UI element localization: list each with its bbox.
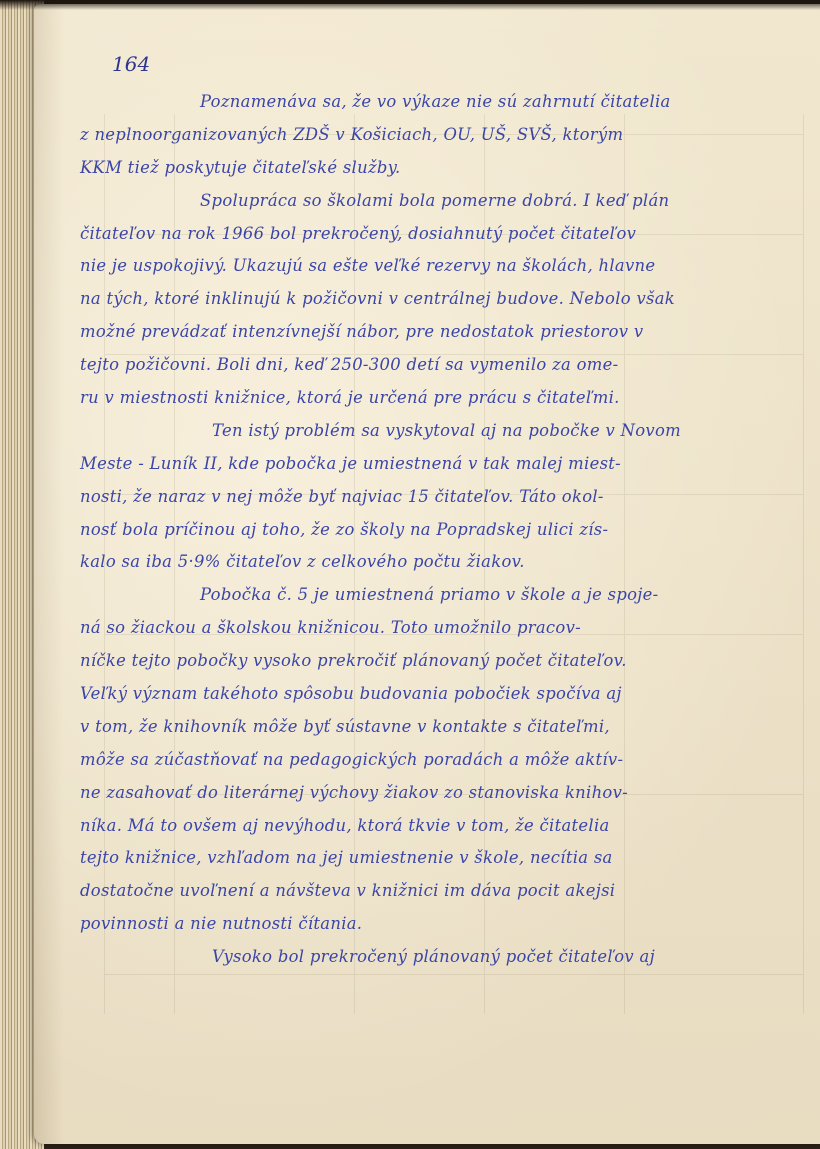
page-number: 164	[112, 52, 151, 76]
text-line: dostatočne uvoľnení a návšteva v knižnici im dáva pocit akejsi	[80, 881, 616, 901]
text-line: nosť bola príčinou aj toho, že zo školy na Popradskej ulici zís-	[80, 519, 609, 539]
text-line: ru v miestnosti knižnice, ktorá je určená pre prácu s čitateľmi.	[80, 388, 620, 408]
text-line: ná so žiackou a školskou knižnicou. Toto umožnilo pracov-	[80, 618, 581, 638]
text-line: na tých, ktoré inklinujú k požičovni v centrálnej budove. Nebolo však	[80, 289, 676, 309]
text-line: Veľký význam takéhoto spôsobu budovania pobočiek spočíva aj	[80, 684, 622, 704]
text-line: Pobočka č. 5 je umiestnená priamo v škole a je spoje-	[200, 585, 659, 605]
text-line: Ten istý problém sa vyskytoval aj na pobočke v Novom	[212, 420, 681, 440]
text-line: Vysoko bol prekročený plánovaný počet čitateľov aj	[212, 947, 655, 967]
text-line: tejto knižnice, vzhľadom na jej umiestnenie v škole, necítia sa	[80, 848, 613, 868]
text-line: z neplnoorganizovaných ZDŠ v Košiciach, OU, UŠ, SVŠ, ktorým	[80, 124, 624, 144]
text-line: KKM tiež poskytuje čitateľské služby.	[80, 157, 401, 177]
text-line: nie je uspokojivý. Ukazujú sa ešte veľké rezervy na školách, hlavne	[80, 256, 656, 276]
text-line: Poznamenáva sa, že vo výkaze nie sú zahrnutí čitatelia	[200, 92, 671, 111]
top-shadow	[0, 0, 820, 10]
text-line: Spolupráca so školami bola pomerne dobrá. I keď plán	[200, 190, 670, 210]
text-line: môže sa zúčastňovať na pedagogických poradách a môže aktív-	[80, 749, 624, 769]
text-line: tejto požičovni. Boli dni, keď 250-300 detí sa vymenilo za ome-	[80, 355, 619, 375]
text-line: níčke tejto pobočky vysoko prekročiť plánovaný počet čitateľov.	[80, 651, 627, 671]
text-line: nosti, že naraz v nej môže byť najviac 15 čitateľov. Táto okol-	[80, 486, 604, 506]
text-line: možné prevádzať intenzívnejší nábor, pre nedostatok priestorov v	[80, 322, 644, 342]
text-line: níka. Má to ovšem aj nevýhodu, ktorá tkvie v tom, že čitatelia	[80, 815, 610, 835]
text-line: ne zasahovať do literárnej výchovy žiakov zo stanoviska knihov-	[80, 782, 629, 802]
text-line: kalo sa iba 5·9% čitateľov z celkového počtu žiakov.	[80, 552, 525, 572]
handwritten-text	[80, 86, 770, 974]
text-line: Meste - Luník II, kde pobočka je umiestnená v tak malej miest-	[80, 453, 622, 473]
text-line: čitateľov na rok 1966 bol prekročený, dosiahnutý počet čitateľov	[80, 223, 637, 243]
text-line: povinnosti a nie nutnosti čítania.	[80, 914, 363, 934]
text-line: v tom, že knihovník môže byť sústavne v kontakte s čitateľmi,	[80, 716, 610, 736]
